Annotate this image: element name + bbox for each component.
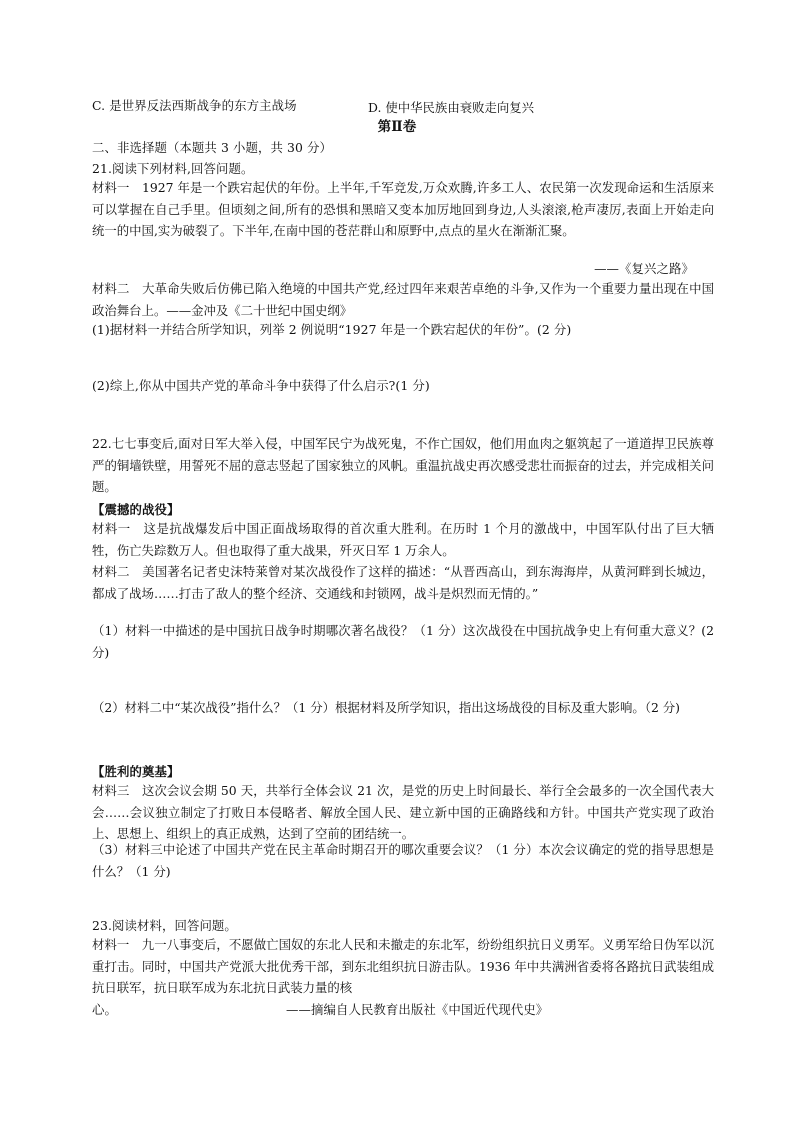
q21-question-2: (2)综上,你从中国共产党的革命斗争中获得了什么启示?(1 分) <box>92 378 430 393</box>
q22-question-3: （3）材料三中论述了中国共产党在民主革命时期召开的哪次重要会议？（1 分）本次会议确定的党的指导思想是什么？（1 分) <box>92 842 714 879</box>
q23-intro: 23.阅读材料，回答问题。 <box>92 918 237 933</box>
volume-title: 第Ⅱ卷 <box>377 119 417 135</box>
q22-intro: 22.七七事变后,面对日军大举入侵，中国军民宁为战死鬼，不作亡国奴，他们用血肉之躯筑起了一道道捍卫民族尊严的铜墙铁壁，用誓死不屈的意志竖起了国家独立的风帆。重温抗战史再次感受悲壮而振奋的过去，并完成相关问题。 <box>92 436 714 494</box>
q22-question-2: （2）材料二中“某次战役”指什么？（1 分）根据材料及所学知识，指出这场战役的目标及重大影响。（2 分) <box>92 700 681 715</box>
q21-question-1: (1)据材料一并结合所学知识，列举 2 例说明“1927 年是一个跌宕起伏的年份”。(2 分) <box>92 322 572 337</box>
q21-material-2: 材料二 大革命失败后仿佛已陷入绝境的中国共产党,经过四年来艰苦卓绝的斗争,又作为一个重要力量出现在中国政治舞台上。——金冲及《二十世纪中国史纲》 <box>92 281 714 318</box>
q23-material-1-end: 心。 <box>92 1002 117 1017</box>
q23-material-1: 材料一 九一八事变后，不愿做亡国奴的东北人民和未撤走的东北军，纷纷组织抗日义勇军。义勇军给日伪军以沉重打击。同时，中国共产党派大批优秀干部，到东北组织抗日游击队。1936 年中共满洲省委将各路抗日武装组成抗日联军，抗日联军成为东北抗日武装力量的核 <box>92 937 714 995</box>
section-heading: 二、非选择题（本题共 3 小题，共 30 分） <box>92 140 332 155</box>
q23-material-1-source: ——摘编自人民教育出版社《中国近代现代史》 <box>286 1002 549 1017</box>
q22-material-2: 材料二 美国著名记者史沫特莱曾对某次战役作了这样的描述：“从晋西高山，到东海海岸，从黄河畔到长城边，都成了战场……打击了敌人的整个经济、交通线和封锁网，战斗是炽烈而无情的。” <box>92 564 714 601</box>
q22-material-1: 材料一 这是抗战爆发后中国正面战场取得的首次重大胜利。在历时 1 个月的激战中，中国军队付出了巨大牺牲，伤亡失踪数万人。但也取得了重大战果，歼灭日军 1 万余人。 <box>92 521 714 558</box>
q22-subheading-victory: 【胜利的奠基】 <box>92 764 180 779</box>
q22-material-3: 材料三 这次会议会期 50 天，共举行全体会议 21 次，是党的历史上时间最长、举行全会最多的一次全国代表大会……会议独立制定了打败日本侵略者、解放全国人民、建立新中国的正确路线和方针。中国共产党实现了政治上、思想上、组织上的真正成熟，达到了空前的团结统一。 <box>92 783 714 841</box>
q21-material-1: 材料一 1927 年是一个跌宕起伏的年份。上半年,千军竞发,万众欢腾,许多工人、农民第一次发现命运和生活原来可以掌握在自己手里。但顷刻之间,所有的恐惧和黑暗又变本加厉地回到身边,人头滚滚,枪声凄厉,表面上开始走向统一的中国,实为破裂了。下半年,在南中国的苍茫群山和原野中,点点的星火在渐渐汇聚。 <box>92 180 714 238</box>
q22-question-1: （1）材料一中描述的是中国抗日战争时期哪次著名战役？（1 分）这次战役在中国抗战争史上有何重大意义？(2 分) <box>92 623 714 660</box>
q22-subheading-battles: 【震撼的战役】 <box>92 502 180 517</box>
option-d: D. 使中华民族由衰败走向复兴 <box>368 100 535 115</box>
q21-material-1-source: ——《复兴之路》 <box>594 261 694 276</box>
q21-intro: 21.阅读下列材料,回答问题。 <box>92 161 254 176</box>
option-c: C. 是世界反法西斯战争的东方主战场 <box>92 98 297 113</box>
